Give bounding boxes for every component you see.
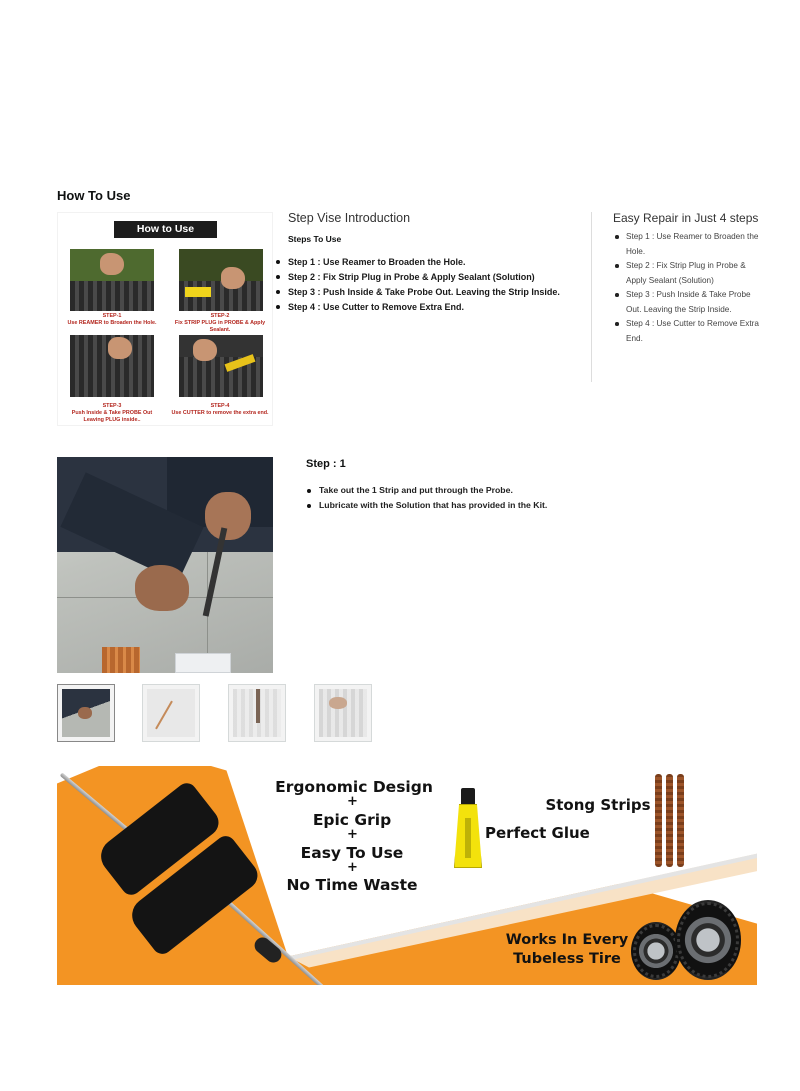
intro-section <box>288 211 578 315</box>
intro-title: Step Vise Introduction <box>288 211 411 225</box>
how-to-use-heading: How To Use <box>57 188 131 203</box>
glue-tube-image <box>453 788 483 868</box>
tire-image-large <box>675 900 741 980</box>
intro-step-item: Step 4 : Use Cutter to Remove Extra End. <box>288 300 578 314</box>
thumbnail-step-4[interactable] <box>314 684 372 742</box>
step-1-caption: STEP-1 Use REAMER to Broaden the Hole. <box>67 313 157 326</box>
thumbnail-step-1[interactable] <box>57 684 115 742</box>
strip-image <box>677 774 684 867</box>
tire-image-small <box>631 922 681 980</box>
step-3-photo <box>70 335 154 397</box>
step-bullet: Lubricate with the Solution that has provided in the Kit. <box>319 498 639 513</box>
promo-banner <box>57 766 757 985</box>
strip-image <box>655 774 662 867</box>
feature-plus: + <box>347 794 358 809</box>
step-2-caption: STEP-2 Fix STRIP PLUG in PROBE & Apply Sealant. <box>174 313 266 333</box>
easy-repair-list <box>613 230 763 346</box>
step-main-image <box>57 457 273 673</box>
how-to-use-image <box>57 212 273 426</box>
intro-steps-list <box>288 255 578 314</box>
strip-image <box>666 774 673 867</box>
step-bullet: Take out the 1 Strip and put through the Probe. <box>319 483 639 498</box>
step-heading: Step : 1 <box>306 458 346 470</box>
intro-subtitle: Steps To Use <box>288 234 342 244</box>
feature-plus: + <box>347 827 358 842</box>
easy-repair-item: Step 1 : Use Reamer to Broaden the Hole. <box>626 230 763 259</box>
feature-grip: Epic Grip <box>312 811 392 829</box>
how-to-use-banner: How to Use <box>114 221 217 238</box>
feature-easy: Easy To Use <box>300 844 404 862</box>
column-divider <box>591 212 592 382</box>
intro-step-item: Step 2 : Fix Strip Plug in Probe & Apply Sealant (Solution) <box>288 270 578 284</box>
thumbnail-step-3[interactable] <box>228 684 286 742</box>
easy-repair-item: Step 2 : Fix Strip Plug in Probe & Apply Sealant (Solution) <box>626 259 763 288</box>
feature-ergonomic: Ergonomic Design <box>275 778 433 796</box>
feature-time: No Time Waste <box>286 876 418 894</box>
easy-repair-item: Step 4 : Use Cutter to Remove Extra End. <box>626 317 763 346</box>
glue-label: Perfect Glue <box>485 824 590 842</box>
intro-step-item: Step 1 : Use Reamer to Broaden the Hole. <box>288 255 578 269</box>
tire-line-1: Works In Every <box>505 932 629 948</box>
step-2-photo <box>179 249 263 311</box>
feature-plus: + <box>347 860 358 875</box>
easy-repair-item: Step 3 : Push Inside & Take Probe Out. Leaving the Strip Inside. <box>626 288 763 317</box>
easy-repair-title: Easy Repair in Just 4 steps <box>613 211 759 225</box>
intro-step-item: Step 3 : Push Inside & Take Probe Out. Leaving the Strip Inside. <box>288 285 578 299</box>
step-4-caption: STEP-4 Use CUTTER to remove the extra end. <box>171 403 269 416</box>
strips-label: Stong Strips <box>545 796 651 814</box>
step-bullets <box>319 483 639 513</box>
thumbnail-step-2[interactable] <box>142 684 200 742</box>
step-1-photo <box>70 249 154 311</box>
step-3-caption: STEP-3 Push Inside & Take PROBE Out Leaving PLUG inside.. <box>71 403 153 423</box>
tire-line-2: Tubeless Tire <box>513 951 621 967</box>
step-4-photo <box>179 335 263 397</box>
easy-repair-section <box>613 211 763 346</box>
